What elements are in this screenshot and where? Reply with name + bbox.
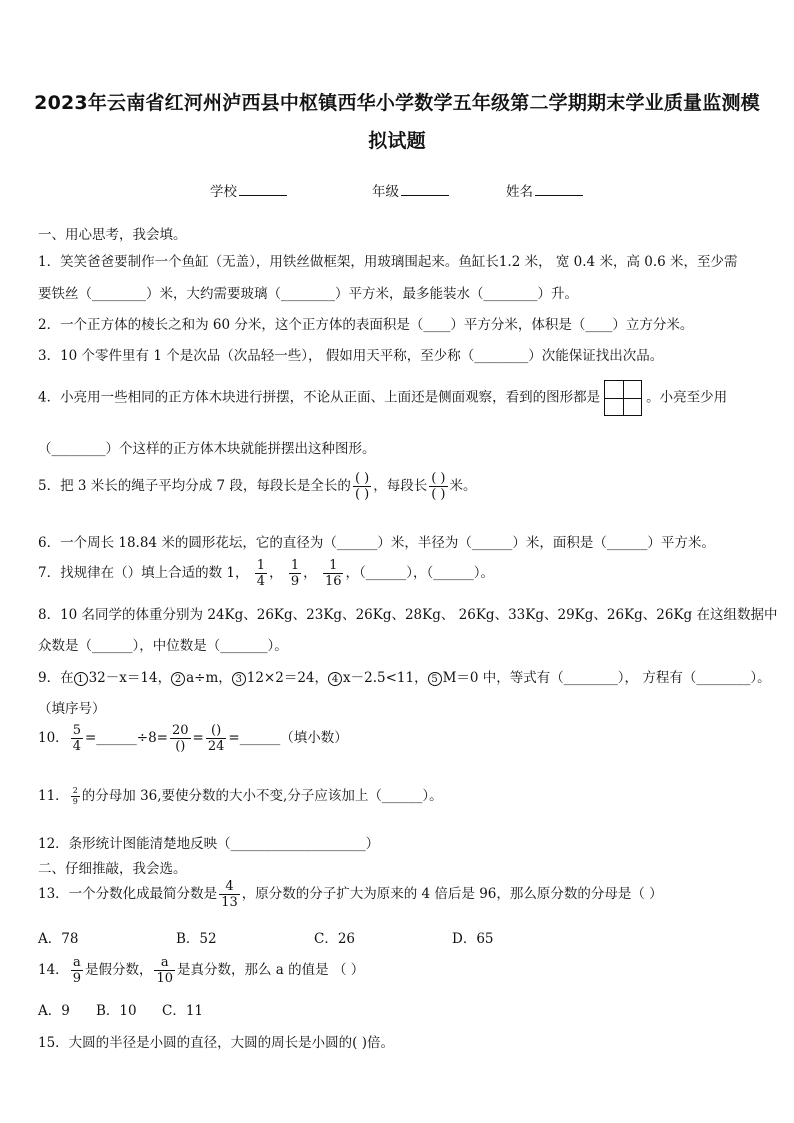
name-field[interactable] [506,180,583,200]
fraction-denominator: 10 [156,971,174,986]
fraction-numerator: 1 [290,558,300,573]
fraction-numerator: 1 [256,558,266,573]
circled-number-4: 4 [328,672,342,686]
expression-5: M＝0 中，等式有（________）， 方程有（________）。 [442,670,771,686]
question-5-text-end: 米。 [449,478,477,494]
grade-label: 年级 [372,184,399,200]
question-8-line-2: 众数是（______），中位数是（_______）。 [38,638,288,654]
q14-option-b[interactable]: B．10 [96,1003,137,1019]
fraction-denominator: 16 [324,574,342,589]
question-14-text-end: 是真分数，那么 a 的值是 （ ） [177,962,365,978]
circled-number-3: 3 [232,672,246,686]
view-grid-figure [604,380,642,416]
question-15: 15．大圆的半径是小圆的直径，大圆的周长是小圆的( )倍。 [38,1035,395,1051]
question-10-text-1: =______÷8= [84,730,168,746]
fraction-numerator: 2 [72,786,78,795]
question-14 [38,956,364,985]
question-5-fraction-1[interactable] [353,472,371,501]
fraction-two-ninths [71,787,80,806]
fraction-numerator: ( ) [431,471,446,486]
fraction-one-ninth [289,559,301,588]
question-9-line-1 [38,666,771,686]
q13-option-c[interactable]: C．26 [314,931,356,947]
question-4-line-2: （________）个这样的正方体木块就能拼摆出这种图形。 [38,441,376,457]
fraction-denominator: 9 [72,971,81,986]
question-10-text-2: = [192,730,204,746]
name-label: 姓名 [506,184,533,200]
expression-3: 12×2＝24， [246,670,329,686]
question-10-text-end: =______（填小数） [228,730,348,746]
q13-option-a[interactable]: A．78 [38,931,79,947]
question-12: 12．条形统计图能清楚地反映（____________________） [38,836,380,852]
fraction-denominator: 9 [72,797,78,806]
school-blank[interactable] [239,183,287,196]
fraction-twenty-over-blank[interactable] [170,724,191,753]
question-14-text-mid: 是假分数， [84,962,153,978]
question-11-number: 11． [38,788,69,804]
grade-field[interactable] [372,180,449,200]
title-line-2: 拟试题 [368,130,426,152]
question-6: 6．一个周长 18.84 米的圆形花坛，它的直径为（______）米，半径为（______）米，面积是（______）平方米。 [38,535,715,551]
question-7: 7．找规律在（）填上合适的数 1， $\frac{1}{4}$ ， $\frac{1}{9}$ ， $\frac{1}{16}$ ，（______），（______）。 [38,558,494,589]
question-4-line-1 [38,380,727,416]
circled-number-1: 1 [74,672,88,686]
school-field[interactable] [210,180,287,200]
fraction-numerator: a [154,956,175,971]
fraction-denominator: 24 [207,739,225,754]
question-11-text: 的分母加 36,要使分数的大小不变,分子应该加上（______）。 [81,788,443,804]
fraction-a-over-9 [71,956,83,985]
fraction-numerator: ( ) [354,471,370,486]
school-label: 学校 [210,184,237,200]
expression-1: 32－x＝14， [88,670,172,686]
fraction-one-sixteenth [323,559,344,588]
circled-number-5: 5 [428,672,442,686]
question-10 [38,724,348,753]
q14-option-c[interactable]: C．11 [162,1003,204,1019]
circled-number-2: 2 [171,672,185,686]
fraction-denominator: ( ) [354,487,370,502]
question-9-text: 9．在 [38,670,74,686]
question-8-line-1: 8．10 名同学的体重分别为 24Kg、26Kg、23Kg、26Kg、28Kg、 26Kg、33Kg、29Kg、26Kg、26Kg 在这组数据中 [38,607,778,623]
fraction-denominator: ( ) [431,487,446,502]
q13-option-b[interactable]: B．52 [176,931,217,947]
question-1-line-2: 要铁丝（________）米，大约需要玻璃（________）平方米，最多能装水（________）升。 [38,286,578,302]
question-14-number: 14． [38,962,69,978]
fraction-five-fourths [71,724,83,753]
fraction-one-fourth [255,559,267,588]
question-9-line-2: （填序号） [38,701,106,717]
fraction-numerator: 5 [72,723,81,738]
fraction-denominator: 4 [256,574,266,589]
expression-2: a÷m， [186,670,232,686]
section-1-heading: 一、用心思考，我会填。 [38,227,187,243]
question-11 [38,784,443,806]
question-13 [38,880,663,909]
fraction-numerator: () [206,724,227,739]
question-5-text-mid: ，每段长 [373,478,428,494]
name-blank[interactable] [535,183,583,196]
question-7-text-end: ，（______），（______）。 [345,565,494,581]
fraction-blank-over-24[interactable] [206,724,227,753]
fraction-denominator: 9 [290,574,300,589]
fraction-denominator: () [175,739,186,754]
question-4-text: 4．小亮用一些相同的正方体木块进行拼摆，不论从正面、上面还是侧面观察，看到的图形都是 [38,389,601,406]
question-3: 3．10 个零件里有 1 个是次品（次品轻一些）， 假如用天平称，至少称（________）次能保证找出次品。 [38,348,664,364]
question-5-text: 5．把 3 米长的绳子平均分成 7 段，每段长是全长的 [38,478,351,494]
section-2-heading: 二、仔细推敲，我会选。 [38,861,187,877]
fraction-numerator: 1 [323,559,344,574]
expression-4: x－2.5<11， [343,670,428,686]
fraction-numerator: a [71,956,83,971]
question-10-number: 10． [38,730,69,746]
fraction-numerator: 20 [172,723,189,738]
title-line-1: 2023年云南省红河州泸西县中枢镇西华小学数学五年级第二学期期末学业质量监测模 [34,92,760,114]
question-13-text-end: ，原分数的分子扩大为原来的 4 倍后是 96，那么原分数的分母是（ ） [241,886,663,902]
q14-option-a[interactable]: A．9 [38,1003,70,1019]
question-5-fraction-2[interactable] [429,472,447,501]
question-1-line-1: 1．笑笑爸爸要制作一个鱼缸（无盖），用铁丝做框架，用玻璃围起来。鱼缸长1.2 米， 宽 0.4 米，高 0.6 米，至少需 [38,254,738,270]
fraction-a-over-10 [154,956,175,985]
question-5 [38,472,477,501]
fraction-four-thirteenths [219,880,240,909]
fraction-denominator: 13 [221,895,238,910]
grade-blank[interactable] [401,183,449,196]
question-7-text: 7．找规律在（）填上合适的数 1， [38,565,249,581]
question-2: 2．一个正方体的棱长之和为 60 分米，这个正方体的表面积是（____）平方分米，体积是（____）立方分米。 [38,317,694,333]
question-4-text-end: 。小亮至少用 [646,389,728,406]
q13-option-d[interactable]: D．65 [452,931,494,947]
fraction-denominator: 4 [72,739,81,754]
fraction-numerator: 4 [219,880,240,895]
question-13-text: 13．一个分数化成最简分数是 [38,886,218,902]
